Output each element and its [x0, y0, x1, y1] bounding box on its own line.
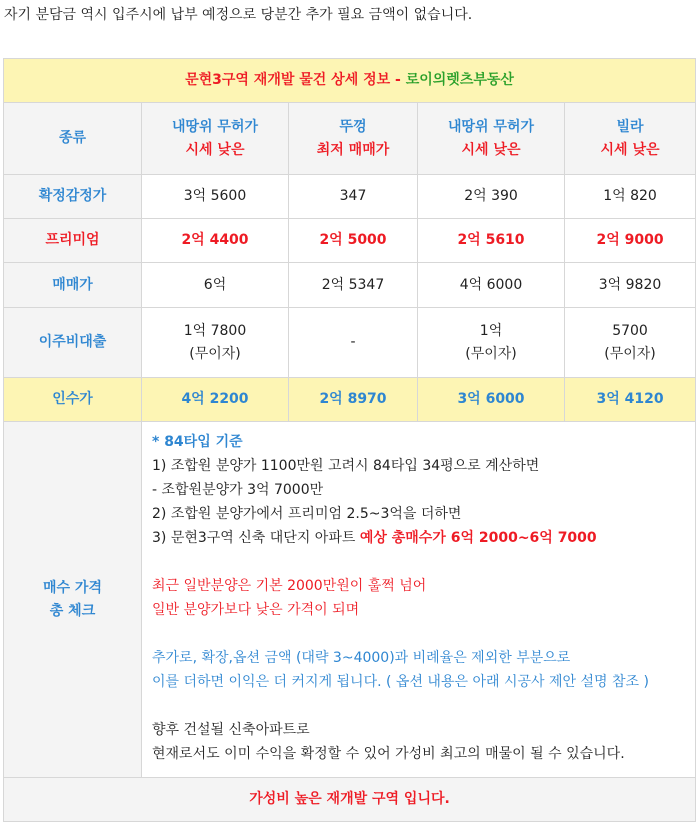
check-blue-line-2: 이를 더하면 이익은 더 커지게 됩니다. ( 옵션 내용은 아래 시공사 제안 설명 참조 ): [152, 674, 649, 690]
price-check-notes: [142, 422, 696, 778]
type-cell-2-line1: 뚜껑: [339, 118, 367, 135]
loan-cell-3-amount: 1억: [479, 322, 503, 339]
type-cell-3-line1: 내땅위 무허가: [447, 118, 535, 135]
loan-cell-1-note: (무이자): [189, 345, 241, 362]
type-cell-4-line2: 시세 낮은: [600, 141, 660, 158]
loan-cell-1-amount: 1억 7800: [183, 322, 247, 339]
price-cell-2: 2억 5347: [289, 263, 418, 308]
acquisition-cell-1: 4억 2200: [142, 378, 289, 422]
loan-cell-2: [289, 308, 418, 378]
type-cell-3: [418, 103, 565, 175]
check-red-line-1: 최근 일반분양은 기본 2000만원이 훌쩍 넘어: [152, 578, 427, 594]
row-label-check: [4, 422, 142, 778]
acquisition-cell-3: 3억 6000: [418, 378, 565, 422]
premium-cell-4: 2억 9000: [565, 219, 696, 263]
table-title: [4, 59, 696, 103]
check-red-line-2: 일반 분양가보다 낮은 가격이 되며: [152, 602, 360, 618]
check-line-2: - 조합원분양가 3억 7000만: [152, 482, 324, 498]
price-cell-3: 4억 6000: [418, 263, 565, 308]
price-row: [4, 263, 696, 308]
check-blue-line-1: 추가로, 확장,옵션 금액 (대략 3~4000)과 비례율은 제외한 부분으로: [152, 650, 571, 666]
property-info-table: [3, 58, 696, 822]
type-cell-2: [289, 103, 418, 175]
check-row: [4, 422, 696, 778]
type-cell-2-line2: 최저 매매가: [316, 141, 390, 158]
loan-cell-4-amount: 5700: [612, 322, 648, 339]
premium-cell-1: 2억 4400: [142, 219, 289, 263]
appraisal-cell-3: 2억 390: [418, 175, 565, 219]
title-separator: -: [390, 72, 406, 88]
intro-text: 자기 분담금 역시 입주시에 납부 예정으로 당분간 추가 필요 금액이 없습니다.: [4, 7, 473, 23]
appraisal-row: [4, 175, 696, 219]
row-label-check-line1: 매수 가격: [43, 579, 102, 596]
acquisition-cell-4: 3억 4120: [565, 378, 696, 422]
row-label-type: 종류: [4, 103, 142, 175]
premium-cell-2: 2억 5000: [289, 219, 418, 263]
price-cell-1: 6억: [142, 263, 289, 308]
loan-row: [4, 308, 696, 378]
check-line-1: 1) 조합원 분양가 1100만원 고려시 84타입 34평으로 계산하면: [152, 458, 540, 474]
appraisal-cell-2: 347: [289, 175, 418, 219]
title-main: 문현3구역 재개발 물건 상세 정보: [185, 72, 391, 88]
row-label-appraisal: 확정감정가: [4, 175, 142, 219]
loan-cell-1: [142, 308, 289, 378]
row-label-premium: 프리미엄: [4, 219, 142, 263]
title-agent: 로이의렛츠부동산: [405, 72, 514, 88]
check-line-4-highlight: 예상 총매수가 6억 2000~6억 7000: [359, 530, 597, 546]
acquisition-row: [4, 378, 696, 422]
loan-cell-4-note: (무이자): [604, 345, 656, 362]
row-label-acquisition: 인수가: [4, 378, 142, 422]
footer-summary: 가성비 높은 재개발 구역 입니다.: [4, 778, 696, 822]
loan-cell-4: [565, 308, 696, 378]
check-closing-line-1: 향후 건설될 신축아파트로: [152, 722, 310, 738]
type-cell-1-line2: 시세 낮은: [185, 141, 245, 158]
row-label-price: 매매가: [4, 263, 142, 308]
appraisal-cell-1: 3억 5600: [142, 175, 289, 219]
appraisal-cell-4: 1억 820: [565, 175, 696, 219]
acquisition-cell-2: 2억 8970: [289, 378, 418, 422]
check-line-4: [152, 526, 685, 550]
premium-cell-3: 2억 5610: [418, 219, 565, 263]
footer-row: [4, 778, 696, 822]
type-row: [4, 103, 696, 175]
type-cell-1: [142, 103, 289, 175]
type-cell-3-line2: 시세 낮은: [461, 141, 521, 158]
check-heading: * 84타입 기준: [152, 434, 243, 450]
premium-row: [4, 219, 696, 263]
check-line-3: 2) 조합원 분양가에서 프리미엄 2.5~3억을 더하면: [152, 506, 462, 522]
type-cell-4: [565, 103, 696, 175]
loan-cell-3-note: (무이자): [465, 345, 517, 362]
loan-cell-2-amount: -: [350, 334, 356, 350]
type-cell-4-line1: 빌라: [616, 118, 644, 135]
type-cell-1-line1: 내땅위 무허가: [171, 118, 259, 135]
check-line-4-text: 3) 문현3구역 신축 대단지 아파트: [152, 530, 360, 546]
loan-cell-3: [418, 308, 565, 378]
title-row: [4, 59, 696, 103]
price-cell-4: 3억 9820: [565, 263, 696, 308]
check-closing-line-2: 현재로서도 이미 수익을 확정할 수 있어 가성비 최고의 매물이 될 수 있습니다.: [152, 746, 625, 762]
row-label-check-line2: 총 체크: [49, 602, 96, 619]
row-label-loan: 이주비대출: [4, 308, 142, 378]
